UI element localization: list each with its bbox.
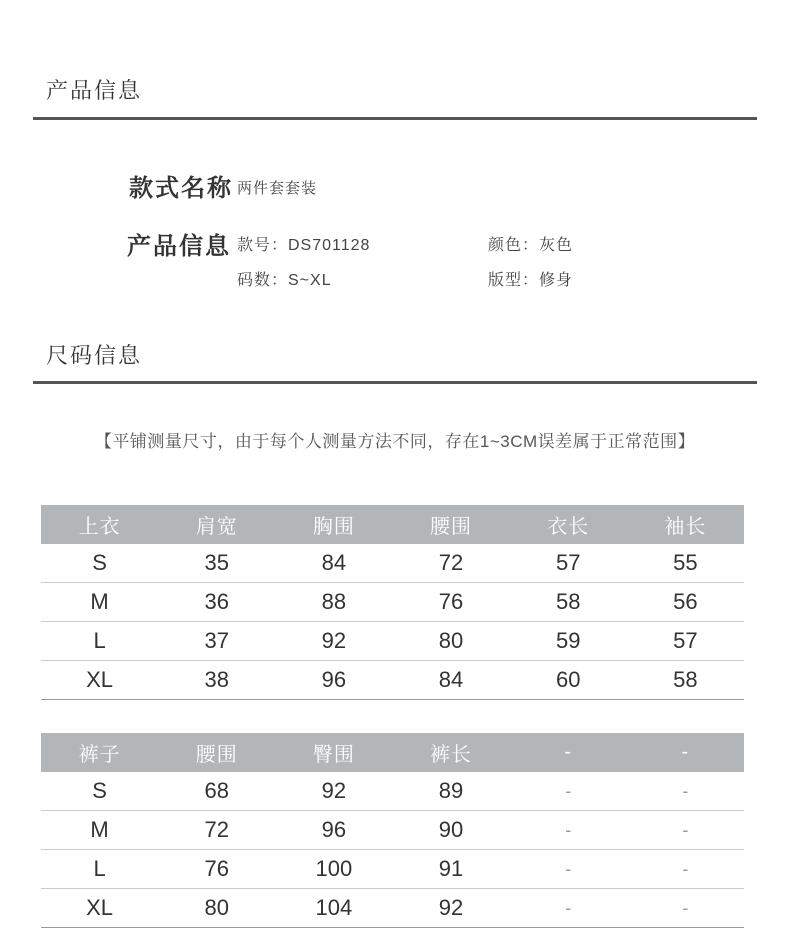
- table-cell: 80: [158, 889, 275, 928]
- table-cell: 96: [275, 661, 392, 700]
- table-row: [41, 772, 744, 811]
- table-row: [41, 811, 744, 850]
- column-header: 上衣: [41, 505, 158, 544]
- table-cell: 80: [392, 622, 509, 661]
- product-info-section-title: 产品信息: [46, 78, 143, 103]
- table-row: [41, 544, 744, 583]
- table-row: [41, 661, 744, 700]
- table-cell: 104: [275, 889, 392, 928]
- table-cell: M: [41, 583, 158, 622]
- table-cell: -: [510, 889, 627, 928]
- column-header: -: [510, 733, 627, 772]
- table-cell: 35: [158, 544, 275, 583]
- column-header: 胸围: [275, 505, 392, 544]
- table-cell: 89: [392, 772, 509, 811]
- table-cell: S: [41, 772, 158, 811]
- table-cell: 60: [510, 661, 627, 700]
- model-number-field: 款号：DS701128: [237, 237, 371, 254]
- table-cell: 38: [158, 661, 275, 700]
- table-cell: 84: [392, 661, 509, 700]
- table-cell: 36: [158, 583, 275, 622]
- table-cell: -: [510, 772, 627, 811]
- table-cell: 59: [510, 622, 627, 661]
- size-range-field: 码数：S~XL: [237, 272, 332, 289]
- table-cell: 92: [275, 622, 392, 661]
- table-cell: -: [627, 850, 744, 889]
- column-header: -: [627, 733, 744, 772]
- table-row: [41, 889, 744, 928]
- table-cell: L: [41, 850, 158, 889]
- section-divider: [33, 117, 757, 120]
- column-header: 腰围: [158, 733, 275, 772]
- table-cell: 58: [627, 661, 744, 700]
- column-header: 裤长: [392, 733, 509, 772]
- style-name-value: 两件套套装: [237, 180, 318, 197]
- table-cell: -: [627, 811, 744, 850]
- color-field: 颜色：灰色: [488, 237, 574, 254]
- table-cell: L: [41, 622, 158, 661]
- table-header-row: [41, 733, 744, 772]
- fit-type-field: 版型：修身: [488, 272, 574, 289]
- column-header: 腰围: [392, 505, 509, 544]
- table-cell: 92: [275, 772, 392, 811]
- table-cell: 76: [392, 583, 509, 622]
- table-row: [41, 850, 744, 889]
- measurement-tolerance-note: 【平铺测量尺寸，由于每个人测量方法不同，存在1~3CM误差属于正常范围】: [94, 432, 696, 451]
- table-cell: 100: [275, 850, 392, 889]
- table-cell: XL: [41, 661, 158, 700]
- table-cell: M: [41, 811, 158, 850]
- table-cell: 58: [510, 583, 627, 622]
- size-info-section-title: 尺码信息: [46, 343, 143, 368]
- table-cell: 72: [392, 544, 509, 583]
- top-garment-size-table: [41, 505, 744, 700]
- table-cell: 56: [627, 583, 744, 622]
- table-cell: 88: [275, 583, 392, 622]
- table-cell: 84: [275, 544, 392, 583]
- table-row: [41, 583, 744, 622]
- table-cell: 92: [392, 889, 509, 928]
- pants-size-table: [41, 733, 744, 928]
- column-header: 裤子: [41, 733, 158, 772]
- section-divider: [33, 381, 757, 384]
- table-cell: 96: [275, 811, 392, 850]
- column-header: 袖长: [627, 505, 744, 544]
- table-cell: -: [510, 811, 627, 850]
- table-cell: 90: [392, 811, 509, 850]
- table-cell: 72: [158, 811, 275, 850]
- table-cell: 55: [627, 544, 744, 583]
- table-cell: 57: [510, 544, 627, 583]
- style-name-label: 款式名称: [129, 175, 233, 202]
- table-cell: S: [41, 544, 158, 583]
- column-header: 衣长: [510, 505, 627, 544]
- table-cell: 91: [392, 850, 509, 889]
- column-header: 肩宽: [158, 505, 275, 544]
- table-cell: 76: [158, 850, 275, 889]
- table-cell: XL: [41, 889, 158, 928]
- column-header: 臀围: [275, 733, 392, 772]
- product-info-label: 产品信息: [127, 233, 231, 260]
- table-cell: 68: [158, 772, 275, 811]
- table-cell: 57: [627, 622, 744, 661]
- table-row: [41, 622, 744, 661]
- table-header-row: [41, 505, 744, 544]
- table-cell: -: [627, 772, 744, 811]
- table-cell: 37: [158, 622, 275, 661]
- table-cell: -: [510, 850, 627, 889]
- table-cell: -: [627, 889, 744, 928]
